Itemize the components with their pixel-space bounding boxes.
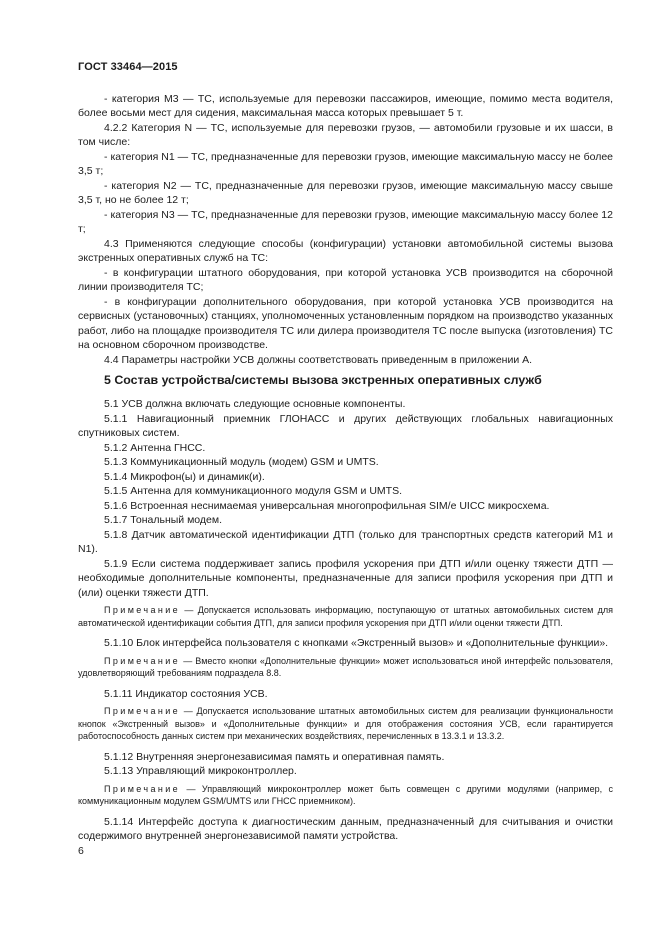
note-4-text: — Управляющий микроконтроллер может быть совмещен с другими модулями (например, с коммуникационным модулем GSM/UMTS или ГНСС приемником).	[78, 783, 613, 806]
paragraph-4-3: 4.3 Применяются следующие способы (конфигурации) установки автомобильной системы вызова экстренных оперативных служб на ТС:	[78, 237, 613, 264]
paragraph-5-1-9: 5.1.9 Если система поддерживает запись профиля ускорения при ДТП и/или оценку тяжести ДТП — необходимые дополнительные компоненты, предназначенные для записи профиля ускорения при ДТП и (или) оценки тяжести ДТП.	[78, 557, 613, 599]
paragraph-category-n1: - категория N1 — ТС, предназначенные для перевозки грузов, имеющие максимальную массу не более 3,5 т;	[78, 150, 613, 177]
note-3-text: — Допускается использование штатных автомобильных систем для реализации функциональности кнопок «Экстренный вызов» и «Дополнительные функции» и для отображения состояния УСВ, если гарантируется работоспособность данных систем при механических воздействиях, перечисленных в 13.3.1 и 13.3.2.	[78, 706, 613, 741]
paragraph-5-1-2: 5.1.2 Антенна ГНСС.	[104, 441, 206, 454]
paragraph-additional-config: - в конфигурации дополнительного оборудования, при которой установка УСВ производится на сервисных (установочных) станциях, уполномоченных установленным порядком на производство указанных работ, либо на площадке производителя ТС или дилера производителя ТС после выпуска (изготовления) ТС на основном сборочном производстве.	[78, 295, 613, 351]
paragraph-5-1-10: 5.1.10 Блок интерфейса пользователя с кнопками «Экстренный вызов» и «Дополнительные функции».	[104, 637, 609, 649]
paragraph-5-1-1: 5.1.1 Навигационный приемник ГЛОНАСС и других действующих глобальных навигационных спутниковых систем.	[78, 412, 613, 439]
paragraph-5-1-3: 5.1.3 Коммуникационный модуль (модем) GSM и UMTS.	[104, 456, 379, 468]
note-4	[78, 783, 613, 808]
paragraph-5-1: 5.1 УСВ должна включать следующие основные компоненты.	[104, 398, 406, 410]
note-label: Примечание	[104, 706, 181, 716]
paragraph-5-1-5: 5.1.5 Антенна для коммуникационного модуля GSM и UMTS.	[104, 485, 402, 497]
page-number: 6	[78, 845, 84, 857]
note-1-text: — Допускается использовать информацию, поступающую от штатных автомобильных систем для автоматической идентификации события ДТП, для записи профиля ускорения при ДТП и/или оценки тяжести ДТП.	[78, 605, 613, 628]
paragraph-5-1-7: 5.1.7 Тональный модем.	[104, 514, 222, 526]
note-2	[78, 655, 613, 680]
note-label: Примечание	[104, 605, 181, 615]
paragraph-4-4: 4.4 Параметры настройки УСВ должны соответствовать приведенным в приложении А.	[104, 353, 533, 366]
document-header: ГОСТ 33464—2015	[78, 61, 178, 73]
note-label: Примечание	[104, 783, 181, 794]
paragraph-4-2-2: 4.2.2 Категория N — ТС, используемые для перевозки грузов, — автомобили грузовые и их шасси, в том числе:	[78, 121, 613, 148]
paragraph-5-1-11: 5.1.11 Индикатор состояния УСВ.	[104, 687, 268, 700]
paragraph-category-m3: - категория М3 — ТС, используемые для перевозки пассажиров, имеющие, помимо места водителя, более восьми мест для сидения, максимальная масса которых превышает 5 т.	[78, 92, 613, 119]
paragraph-5-1-13: 5.1.13 Управляющий микроконтроллер.	[104, 765, 297, 777]
paragraph-5-1-6: 5.1.6 Встроенная неснимаемая универсальная многопрофильная SIM/e UICC микросхема.	[104, 499, 550, 512]
paragraph-standard-config: - в конфигурации штатного оборудования, при которой установка УСВ производится на сборочной линии производителя ТС;	[78, 266, 613, 293]
note-2-text: — Вместо кнопки «Дополнительные функции» может использоваться иной интерфейс пользователя, удовлетворяющий требованиям подраздела 8.8.	[78, 655, 613, 678]
paragraph-5-1-8: 5.1.8 Датчик автоматической идентификации ДТП (только для транспортных средств категорий М1 и N1).	[78, 528, 613, 555]
paragraph-5-1-12: 5.1.12 Внутренняя энергонезависимая память и оперативная память.	[104, 750, 445, 763]
paragraph-5-1-4: 5.1.4 Микрофон(ы) и динамик(и).	[104, 470, 265, 483]
note-3	[78, 705, 613, 743]
paragraph-5-1-14: 5.1.14 Интерфейс доступа к диагностическим данным, предназначенный для считывания и очистки содержимого внутренней энергонезависимой памяти устройства.	[78, 815, 613, 842]
paragraph-category-n2: - категория N2 — ТС, предназначенные для перевозки грузов, имеющие максимальную массу свыше 3,5 т, но не более 12 т;	[78, 179, 613, 206]
paragraph-category-n3: - категория N3 — ТС, предназначенные для перевозки грузов, имеющие максимальную массу более 12 т;	[78, 208, 613, 235]
section-5-heading: 5 Состав устройства/системы вызова экстренных оперативных служб	[104, 373, 542, 387]
note-label: Примечание	[104, 655, 181, 666]
note-1	[78, 604, 613, 629]
